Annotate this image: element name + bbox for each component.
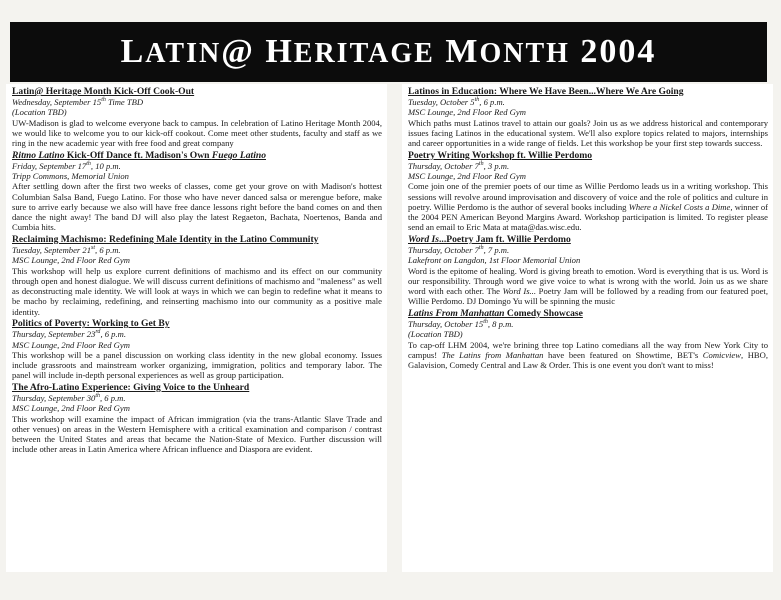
event-title: Latinos in Education: Where We Have Been...Where We Are Going: [408, 86, 684, 97]
event-date: Tuesday, October 5th, 6 p.m.: [408, 97, 505, 107]
event-description: Which paths must Latinos travel to attain our goals? Join us as we address historical and contemporary issues facing Latinos in the educational system. We'll also explore topics related to majors, internships and career opportunities in a wide range of fields. Let this workshop be your first step towards success.: [408, 117, 768, 148]
event-date: Thursday, October 15th, 8 p.m.: [408, 319, 514, 329]
event-location: MSC Lounge, 2nd Floor Red Gym: [12, 339, 130, 350]
event-word-is-poetry-jam: [408, 234, 768, 307]
event-description: This workshop will be a panel discussion on working class identity in the new global economy. Issues include grassroots and mainstream worker organizing, immigration, politics and temporary labor. The panel will include in-depth personal experiences as well as group participation.: [12, 349, 382, 381]
banner-title: LATIN@ HERITAGE MONTH 2004: [120, 33, 657, 70]
event-afro-latino: [12, 382, 382, 455]
event-date: Wednesday, September 15th Time TBD: [12, 97, 144, 107]
event-title: Latin@ Heritage Month Kick-Off Cook-Out: [12, 86, 195, 97]
event-date: Thursday, October 7th, 7 p.m.: [408, 245, 510, 255]
event-title: Reclaiming Machismo: Redefining Male Identity in the Latino Community: [12, 234, 319, 245]
event-politics-of-poverty: [12, 318, 382, 380]
event-location: MSC Lounge, 2nd Floor Red Gym: [12, 403, 130, 414]
event-description: This workshop will help us explore current definitions of machismo and its effect on our community through open and honest dialogue. We will discuss current definitions of machismo and "maleness" as well as deconstructing male identity. We will look at ways in which we can begin to redefine what it means to be macho by reclaiming, redefining, and reinserting machismo into our community as a positive male identity.: [12, 265, 382, 317]
event-reclaiming-machismo: [12, 234, 382, 317]
event-kickoff-cookout: [12, 86, 382, 148]
left-column: [6, 84, 387, 572]
event-poetry-workshop: [408, 150, 768, 233]
event-description: This workshop will examine the impact of African immigration (via the trans-Atlantic Slave Trade and other venues) on areas in the Western Hemisphere with a critical examination and comparison / contrast between the United States and areas that became the Nation-State of Mexico. Further discussion will include other areas in Latin America where African influence and Diaspora are evident.: [12, 413, 382, 455]
event-title: Politics of Poverty: Working to Get By: [12, 318, 170, 330]
event-title: Poetry Writing Workshop ft. Willie Perdomo: [408, 149, 593, 161]
event-description: UW-Madison is glad to welcome everyone back to campus. In celebration of Latino Heritage Month 2004, we would like to welcome you to our kick-off cookout. Come meet other students, faculty and staff as we ring in the new academic year with free food and great company: [12, 117, 382, 148]
event-latins-from-manhattan: [408, 308, 768, 370]
event-date: Tuesday, September 21st, 6 p.m.: [12, 245, 121, 255]
event-date: Thursday, October 7th, 3 p.m.: [408, 160, 510, 171]
event-location: Tripp Commons, Memorial Union: [12, 171, 129, 181]
event-location: MSC Lounge, 2nd Floor Red Gym: [12, 255, 130, 266]
event-title: Word Is...Poetry Jam ft. Willie Perdomo: [408, 234, 571, 245]
event-title: Latins From Manhattan Comedy Showcase: [408, 308, 583, 319]
event-location: (Location TBD): [408, 329, 463, 340]
page-banner: [10, 22, 767, 82]
event-latinos-in-education: [408, 86, 768, 148]
event-location: (Location TBD): [12, 107, 67, 118]
event-location: MSC Lounge, 2nd Floor Red Gym: [408, 107, 526, 118]
event-description: Word is the epitome of healing. Word is giving breath to emotion. Word is everything that is us. Word is our responsibility. Through word we give voice to what is wrong with the world. Join us as we share word with each other. The Word Is... Poetry Jam will be followed by a reading from our featured poet, Willie Perdomo. DJ Domingo Yu will be spinning the music: [408, 265, 768, 307]
event-description: Come join one of the premier poets of our time as Willie Perdomo leads us in a writing workshop. This sessions will revolve around improvisation and discovery of voice and the role of politics and culture in poetry. Willie Perdomo is the author of several books including Where a Nickel Costs a Dime, winner of the 2004 PEN American Beyond Margins Award. Workshop participation is limited. To register please send an email to Eric Mata at mata@das.wisc.edu.: [408, 181, 768, 233]
right-column: [402, 84, 773, 572]
event-description: After settling down after the first two weeks of classes, come get your grove on with Madison's hottest Columbian Salsa Band, Fuego Latino. For those who have never danced salsa or merengue before, make sure to arrive early because we also will have free dance lessons right before the band comes on and then dance the night away! The band DJ will also play the latest Regaeton, Bachata, Noertenos, Banda and Cumbia hits.: [12, 181, 382, 233]
event-date: Friday, September 17th, 10 p.m.: [12, 160, 121, 171]
event-date: Thursday, September 23rd, 6 p.m.: [12, 329, 126, 340]
event-location: MSC Lounge, 2nd Floor Red Gym: [408, 171, 526, 181]
event-date: Thursday, September 30th, 6 p.m.: [12, 393, 126, 403]
event-kickoff-dance: [12, 150, 382, 233]
event-title: Ritmo Latino Kick-Off Dance ft. Madison's Own Fuego Latino: [12, 149, 266, 161]
event-location: Lakefront on Langdon, 1st Floor Memorial Union: [408, 255, 581, 266]
event-description: To cap-off LHM 2004, we're brining three top Latino comedians all the way from New York City to campus! The Latins from Manhattan have been featured on Showtime, BET's Comicview, HBO, Galavision, Comedy Central and Law & Order. This is one event you don't want to miss!: [408, 339, 769, 370]
event-title: The Afro-Latino Experience: Giving Voice to the Unheard: [12, 382, 250, 393]
